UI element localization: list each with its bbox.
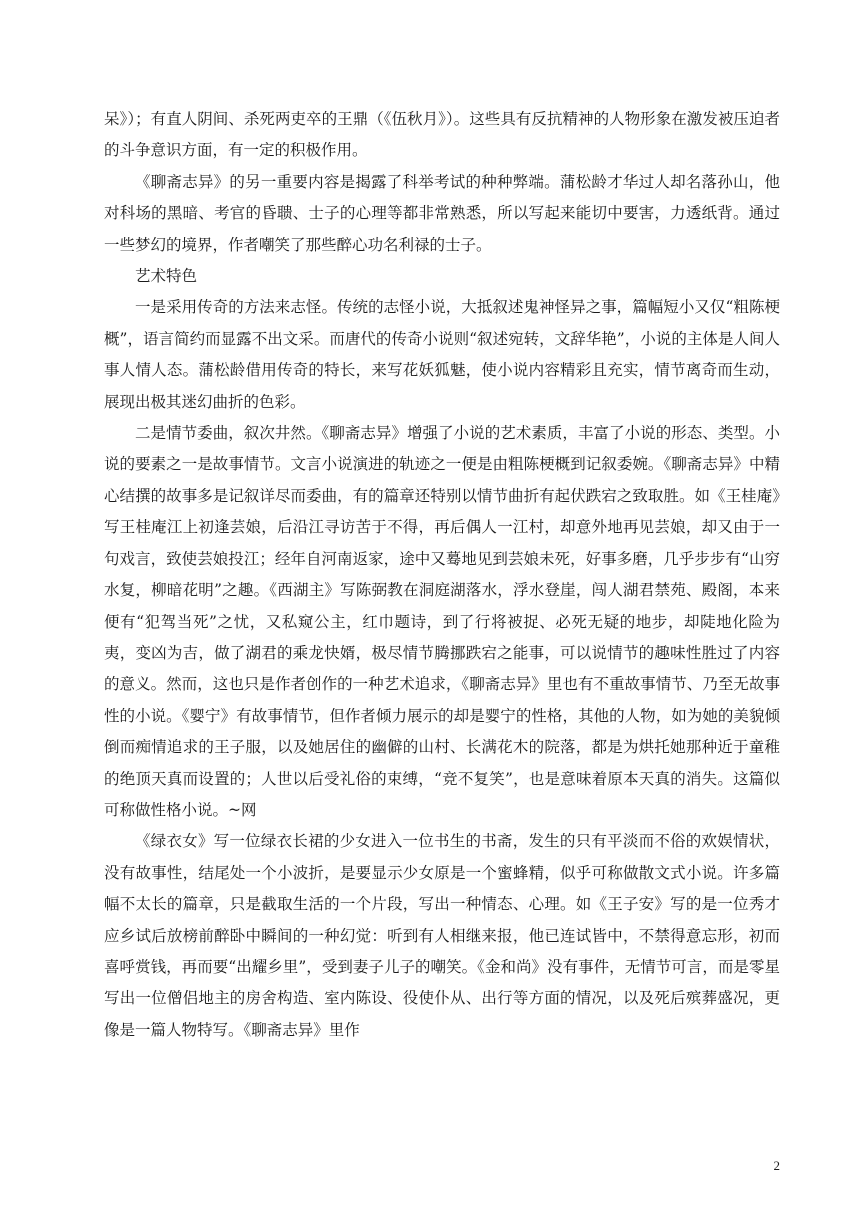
- paragraph-1: 呆》）；有直人阴间、杀死两吏卒的王鼎（《伍秋月》）。这些具有反抗精神的人物形象在激发被压迫者的斗争意识方面，有一定的积极作用。: [104, 110, 780, 160]
- page-number: 2: [773, 1158, 780, 1173]
- paragraph-5: 《绿衣女》写一位绿衣长裙的少女进入一位书生的书斋，发生的只有平淡而不俗的欢娱情状，没有故事性，结尾处一个小波折，是要显示少女原是一个蜜蜂精，似乎可称做散文式小说。许多篇幅不太长的篇章，只是截取生活的一个片段，写出一种情态、心理。如《王子安》写的是一位秀才应乡试后放榜前醉卧中瞬间的一种幻觉：听到有人相继来报，他已连试皆中，不禁得意忘形，初而喜呼赏钱，再而要“出耀乡里”，受到妻子儿子的嘲笑。《金和尚》没有事件，无情节可言，而是零星写出一位僧侣地主的房舍构造、室内陈设、役使仆从、出行等方面的情况，以及死后殡葬盛况，更像是一篇人物特写。《聊斋志异》里作: [104, 832, 780, 1039]
- document-body: [104, 104, 780, 1046]
- paragraph-4: 二是情节委曲，叙次井然。《聊斋志异》增强了小说的艺术素质，丰富了小说的形态、类型。小说的要素之一是故事情节。文言小说演进的轨迹之一便是由粗陈梗概到记叙委婉。《聊斋志异》中精心结撰的故事多是记叙详尽而委曲，有的篇章还特别以情节曲折有起伏跌宕之致取胜。如《王桂庵》写王桂庵江上初逢芸娘，后沿江寻访苦于不得，再后偶人一江村，却意外地再见芸娘，却又由于一句戏言，致使芸娘投江；经年自河南返家，途中又蓦地见到芸娘未死，好事多磨，几乎步步有“山穷水复，柳暗花明”之趣。《西湖主》写陈弼教在洞庭湖落水，浮水登崖，闯人湖君禁苑、殿阁，本来便有“犯驾当死”之忧，又私窥公主，红巾题诗，到了行将被捉、必死无疑的地步，却陡地化险为夷，变凶为吉，做了湖君的乘龙快婿，极尽情节腾挪跌宕之能事，可以说情节的趣味性胜过了内容的意义。然而，这也只是作者创作的一种艺术追求，《聊斋志异》里也有不重故事情节、乃至无故事性的小说。《婴宁》有故事情节，但作者倾力展示的却是婴宁的性格，其他的人物，如为她的美貌倾倒而痴情追求的王子服，以及她居住的幽僻的山村、长满花木的院落，都是为烘托她那种近于童稚的绝顶天真而设置的；人世以后受礼俗的束缚，“竞不复笑”，也是意味着原本天真的消失。这篇似可称做性格小说。~网: [104, 424, 780, 819]
- paragraph-2: 《聊斋志异》的另一重要内容是揭露了科举考试的种种弊端。蒲松龄才华过人却名落孙山，他对科场的黑暗、考官的昏聩、士子的心理等都非常熟悉，所以写起来能切中要害，力透纸背。通过一些梦幻的境界，作者嘲笑了那些醉心功名利禄的士子。: [104, 172, 780, 254]
- section-heading: 艺术特色: [135, 267, 198, 286]
- paragraph-3: 一是采用传奇的方法来志怪。传统的志怪小说，大抵叙述鬼神怪异之事，篇幅短小又仅“粗陈梗概”，语言简约而显露不出文采。而唐代的传奇小说则“叙述宛转，文辞华艳”，小说的主体是人间人事人情人态。蒲松龄借用传奇的特长，来写花妖狐魅，使小说内容精彩且充实，情节离奇而生动，展现出极其迷幻曲折的色彩。: [104, 298, 780, 411]
